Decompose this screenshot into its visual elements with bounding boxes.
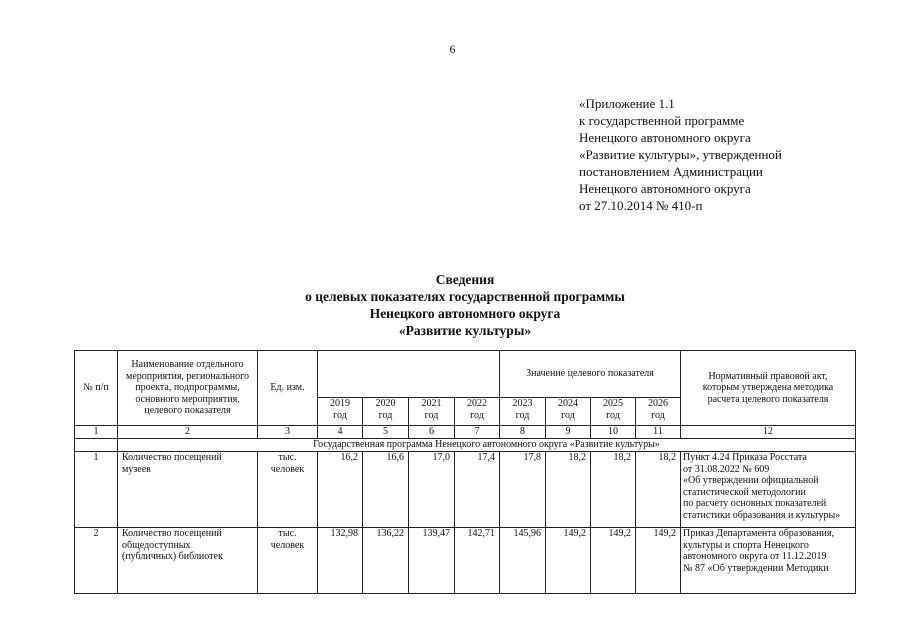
value-cell: 139,47 — [409, 528, 455, 594]
col-number: 8 — [500, 426, 546, 439]
value-cell: 18,2 — [591, 452, 636, 528]
value-cell: 18,2 — [636, 452, 681, 528]
year-cell: 2021 год — [409, 398, 455, 426]
indicators-table — [74, 350, 856, 594]
year-cell: 2023 год — [500, 398, 546, 426]
title-line: Ненецкого автономного округа — [369, 306, 561, 321]
row-unit: тыс. человек — [258, 452, 318, 528]
year-cell: 2020 год — [363, 398, 409, 426]
title-line: «Развитие культуры» — [398, 323, 532, 338]
appendix-block — [579, 95, 782, 214]
row-act: Пункт 4.24 Приказа Росстата от 31.08.2022 № 609 «Об утверждении официальной статистической методологии по расчету основных показателей статистики образования и культуры» — [681, 452, 856, 528]
header-name: Наименование отдельного мероприятия, регионального проекта, подпрограммы, основного мероприятия, целевого показателя — [118, 351, 258, 426]
value-cell: 17,4 — [455, 452, 500, 528]
header-act: Нормативный правовой акт, которым утверждена методика расчета целевого показателя — [681, 351, 856, 426]
title-line: о целевых показателях государственной программы — [305, 289, 625, 304]
value-cell: 17,8 — [500, 452, 546, 528]
section-spacer — [75, 439, 118, 452]
year-cell: 2022 год — [455, 398, 500, 426]
appendix-line: к государственной программе — [579, 113, 745, 128]
value-cell: 136,22 — [363, 528, 409, 594]
value-cell: 16,6 — [363, 452, 409, 528]
col-number: 2 — [118, 426, 258, 439]
year-cell: 2024 год — [546, 398, 591, 426]
value-cell: 142,71 — [455, 528, 500, 594]
value-cell: 132,98 — [318, 528, 363, 594]
value-cell: 18,2 — [546, 452, 591, 528]
col-number: 1 — [75, 426, 118, 439]
col-number: 12 — [681, 426, 856, 439]
row-name: Количество посещений общедоступных (публичных) библиотек — [118, 528, 258, 594]
appendix-line: постановлением Администрации — [579, 164, 763, 179]
section-title: Государственная программа Ненецкого автономного округа «Развитие культуры» — [118, 439, 856, 452]
col-number: 5 — [363, 426, 409, 439]
value-cell: 149,2 — [591, 528, 636, 594]
value-cell: 17,0 — [409, 452, 455, 528]
header-blank — [318, 351, 500, 398]
value-cell: 149,2 — [636, 528, 681, 594]
row-name: Количество посещений музеев — [118, 452, 258, 528]
table-row — [75, 452, 856, 528]
row-num: 2 — [75, 528, 118, 594]
header-num: № п/п — [75, 351, 118, 426]
year-cell: 2019 год — [318, 398, 363, 426]
row-num: 1 — [75, 452, 118, 528]
appendix-line: Ненецкого автономного округа — [579, 181, 751, 196]
col-number: 7 — [455, 426, 500, 439]
year-cell: 2025 год — [591, 398, 636, 426]
appendix-line: «Приложение 1.1 — [579, 96, 675, 111]
row-unit: тыс. человек — [258, 528, 318, 594]
appendix-line: Ненецкого автономного округа — [579, 130, 751, 145]
value-cell: 145,96 — [500, 528, 546, 594]
year-cell: 2026 год — [636, 398, 681, 426]
appendix-line: от 27.10.2014 № 410-п — [579, 198, 703, 213]
page-number: 6 — [449, 42, 456, 56]
appendix-line: «Развитие культуры», утвержденной — [579, 147, 782, 162]
header-value: Значение целевого показателя — [500, 351, 681, 398]
col-number: 10 — [591, 426, 636, 439]
col-number: 4 — [318, 426, 363, 439]
col-number: 11 — [636, 426, 681, 439]
document-title — [0, 271, 905, 339]
value-cell: 149,2 — [546, 528, 591, 594]
col-number: 9 — [546, 426, 591, 439]
row-act: Приказ Департамента образования, культуры и спорта Ненецкого автономного округа от 11.12.2019 № 87 «Об утверждении Методики — [681, 528, 856, 594]
col-number: 6 — [409, 426, 455, 439]
table-row — [75, 528, 856, 594]
header-unit: Ед. изм. — [258, 351, 318, 426]
title-line: Сведения — [435, 272, 495, 287]
col-number: 3 — [258, 426, 318, 439]
value-cell: 16,2 — [318, 452, 363, 528]
